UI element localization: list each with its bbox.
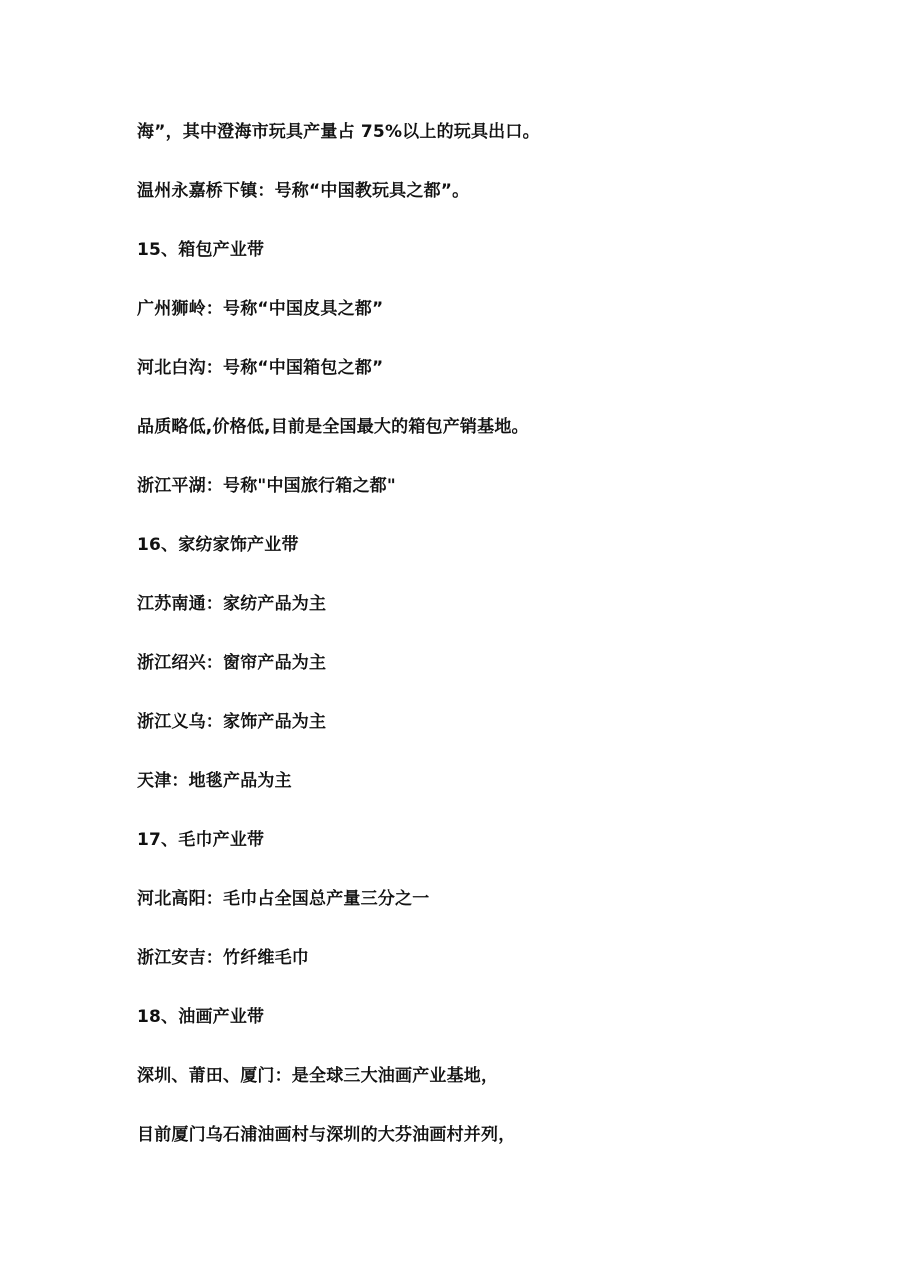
text-line: 天津：地毯产品为主 [137, 771, 292, 791]
text-line: 河北高阳：毛巾占全国总产量三分之一 [137, 889, 430, 909]
section-heading: 16、家纺家饰产业带 [137, 535, 299, 555]
text-line: 深圳、莆田、厦门：是全球三大油画产业基地， [137, 1066, 499, 1086]
text-line: 海”，其中澄海市玩具产量占 75%以上的玩具出口。 [137, 122, 540, 142]
text-line: 浙江平湖：号称"中国旅行箱之都" [137, 476, 396, 496]
text-line: 浙江义乌：家饰产品为主 [137, 712, 327, 732]
text-line: 目前厦门乌石浦油画村与深圳的大芬油画村并列， [137, 1125, 516, 1145]
text-line: 河北白沟：号称“中国箱包之都” [137, 358, 384, 378]
text-line: 浙江安吉：竹纤维毛巾 [137, 948, 309, 968]
text-line: 温州永嘉桥下镇：号称“中国教玩具之都”。 [137, 181, 470, 201]
text-line: 浙江绍兴：窗帘产品为主 [137, 653, 327, 673]
section-heading: 17、毛巾产业带 [137, 830, 265, 850]
text-line: 广州狮岭：号称“中国皮具之都” [137, 299, 384, 319]
document-body [137, 117, 837, 1179]
section-heading: 18、油画产业带 [137, 1007, 265, 1027]
text-line: 江苏南通：家纺产品为主 [137, 594, 327, 614]
section-heading: 15、箱包产业带 [137, 240, 265, 260]
text-line: 品质略低,价格低,目前是全国最大的箱包产销基地。 [137, 417, 529, 437]
